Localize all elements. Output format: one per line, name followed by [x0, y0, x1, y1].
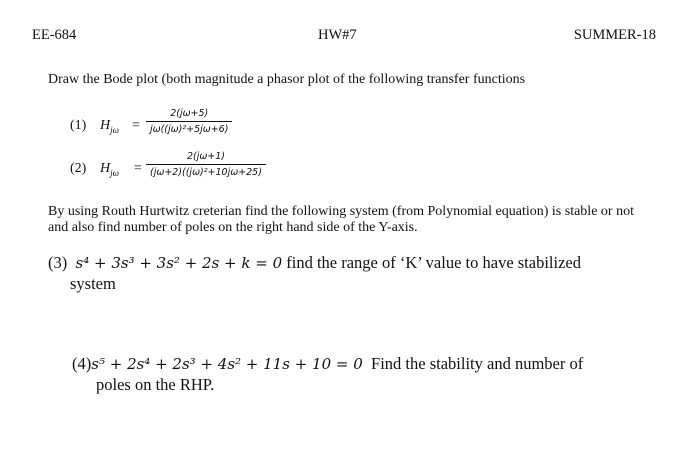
polynomial-equation: s⁴ + 3s³ + 3s² + 2s + k = 0 [75, 254, 283, 272]
item-label: (2) [70, 161, 87, 176]
problem-4 [72, 354, 583, 374]
denominator: (jω+2)((jω)²+10jω+25) [150, 167, 262, 178]
problem-label: (4) [72, 354, 92, 373]
numerator: 2(jω+1) [186, 151, 225, 162]
problem-label: (3) [48, 253, 68, 272]
polynomial-equation: s⁵ + 2s⁴ + 2s³ + 4s² + 11s + 10 = 0 [91, 355, 363, 373]
problem-3 [48, 253, 581, 273]
equals-sign: = [134, 161, 142, 176]
problem-text: Find the stability and number of [371, 354, 584, 373]
h-symbol: $H_{j\omega}$ [100, 161, 119, 178]
course-code: EE-684 [32, 27, 77, 43]
problem-text: find the range of ‘K’ value to have stabilized [286, 253, 581, 272]
problem-4-continuation: poles on the RHP. [96, 375, 215, 394]
item-label: (1) [70, 118, 87, 133]
transfer-function-2 [70, 161, 119, 178]
transfer-function-1 [70, 118, 119, 135]
problem-3-continuation: system [70, 274, 116, 293]
routh-instruction-paragraph: By using Routh Hurtwitz creterian find the following system (from Polynomial equation) is stable or not and also find number of poles on the right hand side of the Y-axis. [48, 204, 634, 235]
numerator: 2(jω+5) [170, 108, 209, 119]
h-symbol: $H_{j\omega}$ [100, 118, 119, 135]
equals-sign: = [132, 118, 140, 133]
fraction-2 [146, 151, 266, 178]
instruction-text: Draw the Bode plot (both magnitude a phasor plot of the following transfer functions [48, 72, 526, 87]
term-label: SUMMER-18 [573, 27, 656, 43]
denominator: jω((jω)²+5jω+6) [150, 124, 229, 135]
fraction-1 [146, 108, 232, 135]
assignment-title: HW#7 [318, 27, 357, 43]
